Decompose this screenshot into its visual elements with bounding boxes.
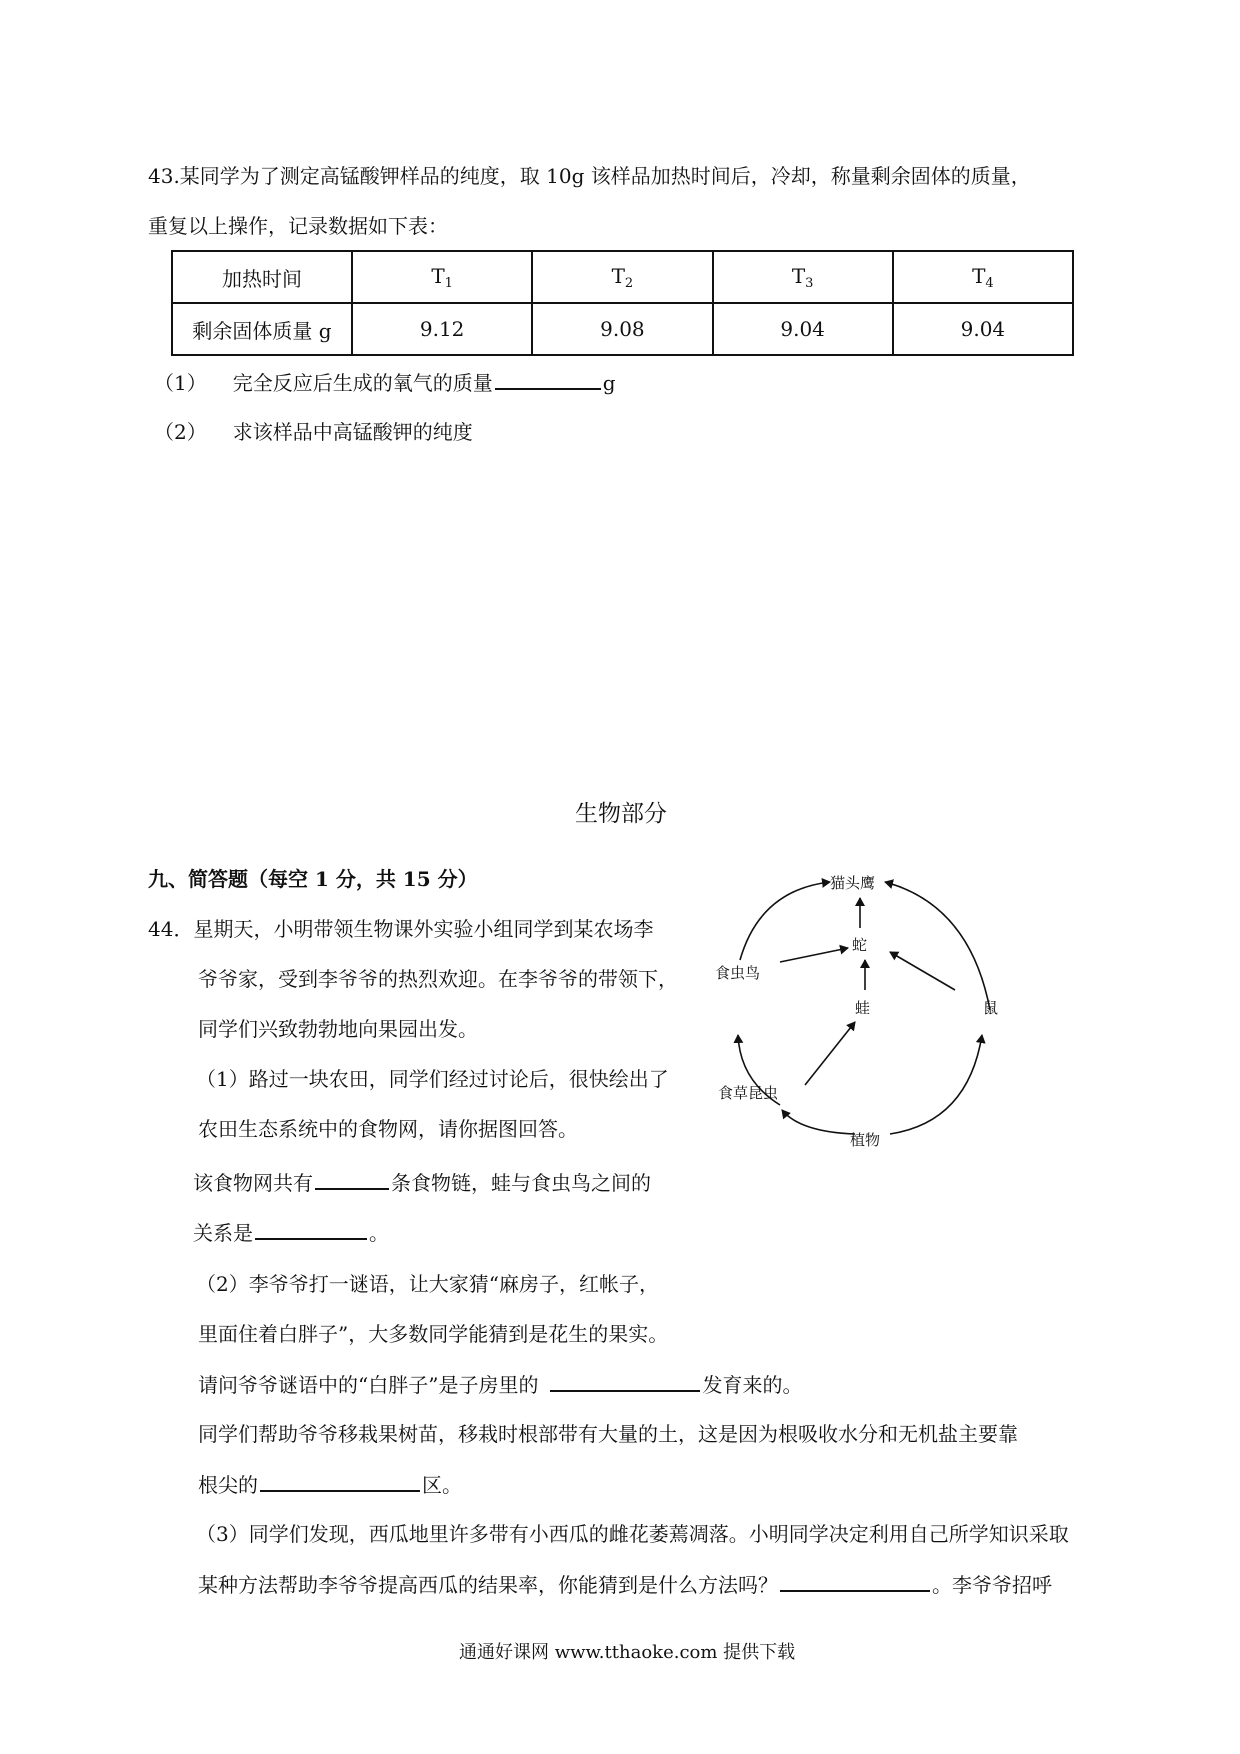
table-cell-label: 剩余固体质量 g <box>172 303 352 355</box>
q44-line: 里面住着白胖子”，大多数同学能猜到是花生的果实。 <box>198 1322 669 1346</box>
q44-line: 同学们兴致勃勃地向果园出发。 <box>198 1017 478 1041</box>
label-frog: 蛙 <box>855 999 871 1017</box>
table-cell-mass: 9.04 <box>893 303 1073 355</box>
answer-blank[interactable] <box>255 1218 367 1240</box>
label-bird: 食虫鸟 <box>715 964 761 982</box>
q44-line: （3）同学们发现，西瓜地里许多带有小西瓜的雌花萎蔫凋落。小明同学决定利用自己所学知识采取 <box>196 1522 1069 1546</box>
q44-line: 44．星期天，小明带领生物课外实验小组同学到某农场李 <box>148 917 654 941</box>
arrow-mouse-to-owl <box>885 882 990 1010</box>
q43-line1: 43.某同学为了测定高锰酸钾样品的纯度，取 10g 该样品加热时间后，冷却，称量剩余固体的质量， <box>148 164 1031 188</box>
sub1-text: 完全反应后生成的氧气的质量 <box>232 371 493 395</box>
sub1-unit: g <box>602 371 616 395</box>
table-cell-time: $T_3$ <box>713 251 893 303</box>
food-web-diagram <box>700 860 1020 1150</box>
q43-sub1 <box>154 368 616 397</box>
q44-line: 根尖的 区。 <box>198 1470 462 1499</box>
table-cell-mass: 9.08 <box>532 303 712 355</box>
answer-blank[interactable] <box>495 368 601 390</box>
q44-line: （2）李爷爷打一谜语，让大家猜“麻房子，红帐子， <box>196 1272 659 1296</box>
table-cell-label: 加热时间 <box>172 251 352 303</box>
q44-line: 某种方法帮助李爷爷提高西瓜的结果率，你能猜到是什么方法吗？ 。李爷爷招呼 <box>198 1570 1052 1599</box>
label-insect: 食草昆虫 <box>718 1084 779 1102</box>
section-heading: 九、简答题（每空 1 分，共 15 分） <box>148 867 478 891</box>
q44-line: （1）路过一块农田，同学们经过讨论后，很快绘出了 <box>196 1067 669 1091</box>
table-cell-time: $T_2$ <box>532 251 712 303</box>
label-mouse: 鼠 <box>983 999 999 1017</box>
label-owl: 猫头鹰 <box>830 874 876 892</box>
answer-blank[interactable] <box>550 1370 700 1392</box>
q44-line: 请问爷爷谜语中的“白胖子”是子房里的 发育来的。 <box>198 1370 802 1399</box>
footer-credit: 通通好课网 www.tthaoke.com 提供下载 <box>459 1642 796 1663</box>
q44-line: 该食物网共有 条食物链，蛙与食虫鸟之间的 <box>193 1168 651 1197</box>
answer-blank[interactable] <box>315 1168 389 1190</box>
arrow-plant-to-mouse <box>890 1035 982 1134</box>
q44-line: 同学们帮助爷爷移栽果树苗，移栽时根部带有大量的土，这是因为根吸收水分和无机盐主要靠 <box>198 1422 1018 1446</box>
table-cell-time: $T_4$ <box>893 251 1073 303</box>
table-cell-mass: 9.04 <box>713 303 893 355</box>
answer-blank[interactable] <box>780 1570 930 1592</box>
arrow-bird-to-owl <box>740 882 830 960</box>
answer-blank[interactable] <box>260 1470 420 1492</box>
table-row <box>172 251 1073 303</box>
label-plant: 植物 <box>850 1131 881 1149</box>
arrow-plant-to-insect <box>782 1110 855 1134</box>
q44-line: 关系是 。 <box>193 1218 389 1247</box>
arrow-bird-to-snake <box>780 948 848 962</box>
table-cell-mass: 9.12 <box>352 303 532 355</box>
table-cell-time: $T_1$ <box>352 251 532 303</box>
q43-line2: 重复以上操作，记录数据如下表： <box>148 214 448 238</box>
label-snake: 蛇 <box>852 936 868 954</box>
sub2-text: 求该样品中高锰酸钾的纯度 <box>232 420 473 444</box>
heating-data-table <box>171 250 1074 356</box>
q44-line: 农田生态系统中的食物网，请你据图回答。 <box>198 1117 578 1141</box>
q44-line: 爷爷家，受到李爷爷的热烈欢迎。在李爷爷的带领下， <box>198 967 678 991</box>
q43-sub2 <box>154 418 473 446</box>
table-row <box>172 303 1073 355</box>
section-title: 生物部分 <box>575 801 667 827</box>
sub2-number: （2） <box>154 420 207 444</box>
arrow-insect-to-frog <box>805 1022 855 1085</box>
arrow-mouse-to-snake <box>890 952 955 990</box>
sub1-number: （1） <box>154 371 207 395</box>
